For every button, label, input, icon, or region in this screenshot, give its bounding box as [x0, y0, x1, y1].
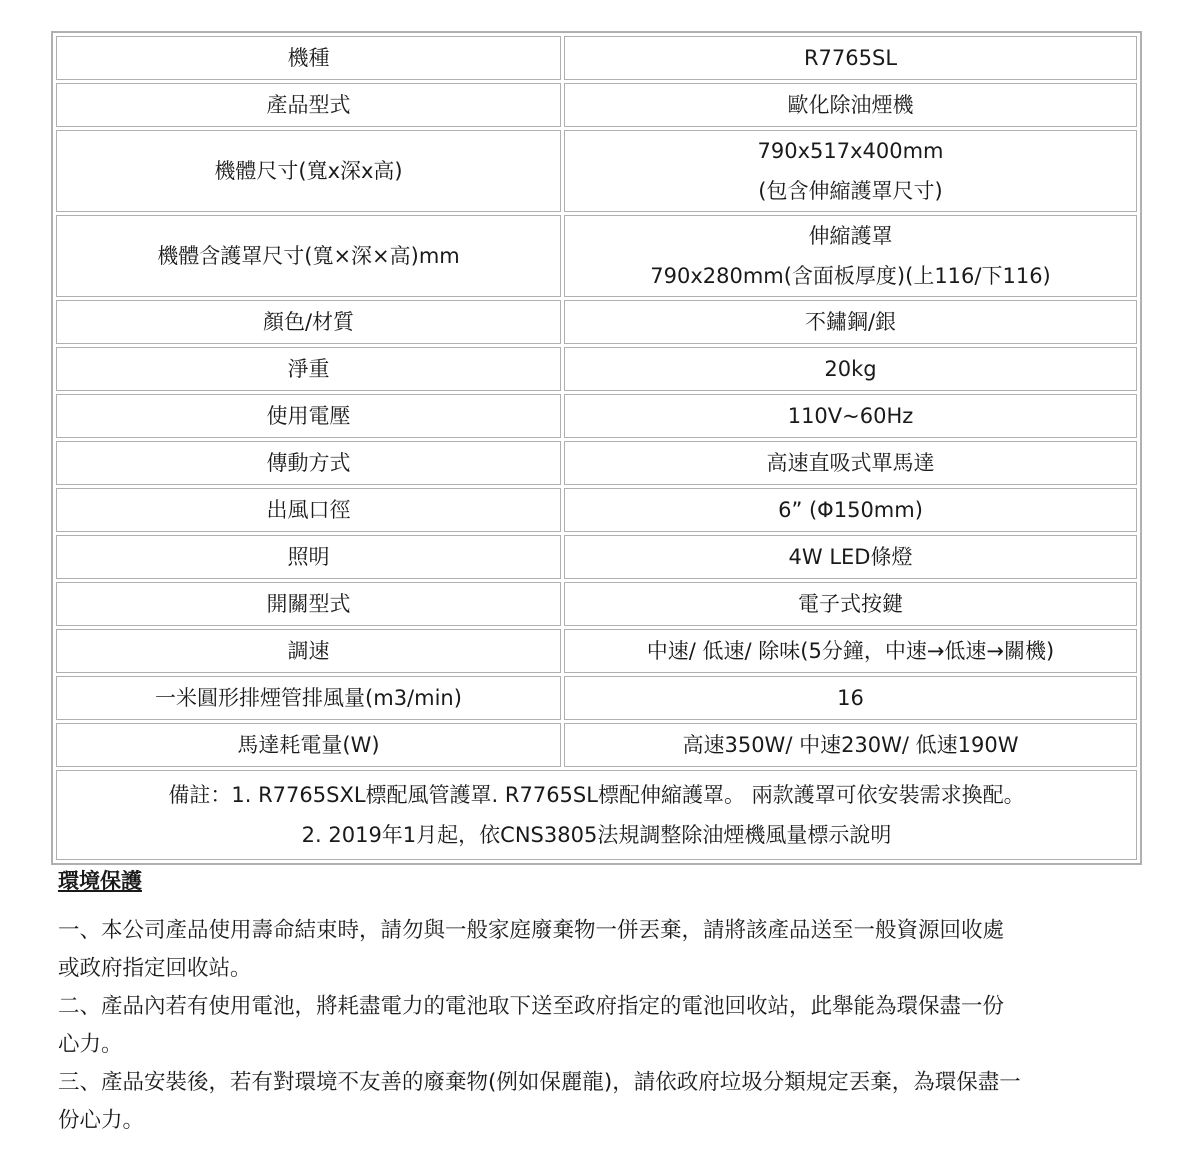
spec-value-line: 6” (Φ150mm) — [778, 498, 923, 522]
spec-label: 顏色/材質 — [56, 300, 561, 344]
spec-label: 機體含護罩尺寸(寬×深×高)mm — [56, 215, 561, 297]
spec-label: 產品型式 — [56, 83, 561, 127]
table-row — [56, 215, 1137, 297]
spec-value — [564, 535, 1137, 579]
spec-value-line: R7765SL — [803, 46, 898, 70]
spec-value — [564, 36, 1137, 80]
spec-value — [564, 300, 1137, 344]
spec-label: 使用電壓 — [56, 394, 561, 438]
table-row — [56, 535, 1137, 579]
spec-label: 機體尺寸(寬x深x高) — [56, 130, 561, 212]
spec-value — [564, 488, 1137, 532]
table-row — [56, 347, 1137, 391]
spec-label: 調速 — [56, 629, 561, 673]
environment-paragraph: 一、本公司產品使用壽命結束時，請勿與一般家庭廢棄物一併丟棄，請將該產品送至一般資源回收處 或政府指定回收站。 — [58, 918, 1005, 981]
spec-value-line: 790x517x400mm — [757, 139, 944, 163]
spec-value-line: 電子式按鍵 — [798, 592, 903, 616]
spec-label: 開關型式 — [56, 582, 561, 626]
note-cell — [56, 770, 1137, 860]
spec-value — [564, 676, 1137, 720]
spec-value — [564, 347, 1137, 391]
spec-label: 淨重 — [56, 347, 561, 391]
spec-value-line: 中速/ 低速/ 除味(5分鐘，中速→低速→關機) — [646, 639, 1055, 663]
environment-section — [58, 862, 1148, 1140]
spec-value-line: 110V~60Hz — [787, 404, 914, 428]
spec-value-line: 歐化除油煙機 — [787, 93, 914, 117]
table-row — [56, 130, 1137, 212]
spec-value — [564, 83, 1137, 127]
spec-label: 機種 — [56, 36, 561, 80]
spec-label: 出風口徑 — [56, 488, 561, 532]
spec-value — [564, 629, 1137, 673]
environment-paragraph: 二、產品內若有使用電池，將耗盡電力的電池取下送至政府指定的電池回收站，此舉能為環保盡一份 心力。 — [58, 994, 1005, 1057]
spec-value-line: 20kg — [824, 357, 877, 381]
note-line: 2. 2019年1月起，依CNS3805法規調整除油煙機風量標示說明 — [301, 823, 892, 847]
spec-value-line: 不鏽鋼/銀 — [804, 310, 897, 334]
table-row — [56, 441, 1137, 485]
table-row — [56, 723, 1137, 767]
table-row — [56, 488, 1137, 532]
environment-title: 環境保護 — [58, 869, 142, 893]
note-line: 備註：1. R7765SXL標配風管護罩. R7765SL標配伸縮護罩。 兩款護罩可依安裝需求換配。 — [168, 783, 1025, 807]
spec-label: 傳動方式 — [56, 441, 561, 485]
spec-value-line: 790x280mm(含面板厚度)(上116/下116) — [650, 264, 1051, 288]
note-row — [56, 770, 1137, 860]
spec-label: 一米圓形排煙管排風量(m3/min) — [56, 676, 561, 720]
spec-value-line: 16 — [837, 686, 864, 710]
spec-value — [564, 441, 1137, 485]
spec-value — [564, 394, 1137, 438]
spec-value-line: (包含伸縮護罩尺寸) — [758, 179, 943, 203]
spec-value — [564, 130, 1137, 212]
table-row — [56, 83, 1137, 127]
table-row — [56, 300, 1137, 344]
environment-paragraph: 三、產品安裝後，若有對環境不友善的廢棄物(例如保麗龍)，請依政府垃圾分類規定丟棄，為環保盡一 份心力。 — [58, 1070, 1021, 1133]
spec-value-line: 高速350W/ 中速230W/ 低速190W — [682, 733, 1019, 757]
spec-value-line: 高速直吸式單馬達 — [766, 451, 935, 475]
table-row — [56, 676, 1137, 720]
spec-table — [51, 31, 1142, 865]
table-row — [56, 394, 1137, 438]
spec-value-line: 4W LED條燈 — [788, 545, 913, 569]
spec-value — [564, 582, 1137, 626]
spec-value-line: 伸縮護罩 — [808, 224, 893, 248]
table-row — [56, 629, 1137, 673]
spec-label: 馬達耗電量(W) — [56, 723, 561, 767]
spec-label: 照明 — [56, 535, 561, 579]
spec-value — [564, 215, 1137, 297]
spec-value — [564, 723, 1137, 767]
table-row — [56, 582, 1137, 626]
table-row — [56, 36, 1137, 80]
